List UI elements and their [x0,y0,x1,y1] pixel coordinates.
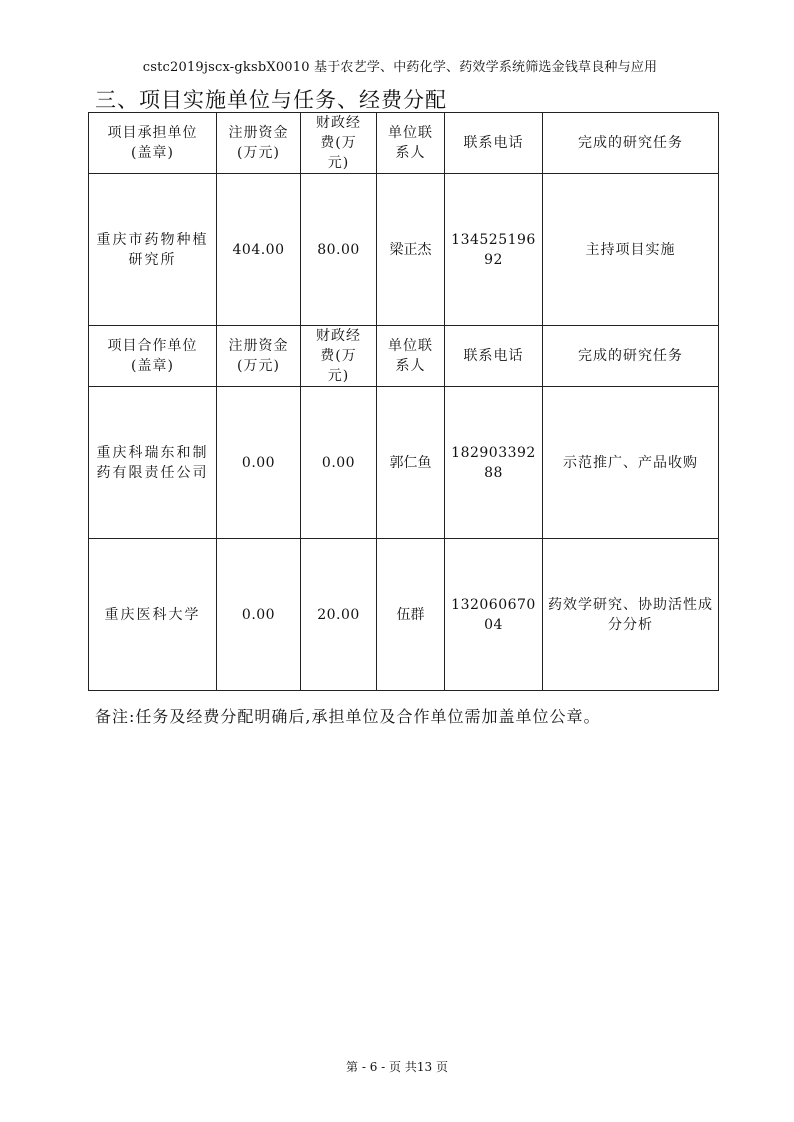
section-title: 三、项目实施单位与任务、经费分配 [95,88,447,112]
lead-contact: 梁正杰 [377,174,445,326]
header-contact: 单位联 系人 [377,113,445,174]
partner-phone: 18290339288 [445,387,543,539]
partner-funding: 0.00 [301,387,377,539]
header-funding: 财政经 费(万 元) [301,326,377,387]
partner-task: 药效学研究、协助活性成分分析 [543,539,719,691]
partner-unit-name: 重庆医科大学 [89,539,217,691]
header-capital: 注册资金 (万元) [217,113,301,174]
partner-task: 示范推广、产品收购 [543,387,719,539]
partner-funding: 20.00 [301,539,377,691]
partner-header-row [89,326,719,387]
header-capital: 注册资金 (万元) [217,326,301,387]
header-lead-unit: 项目承担单位 (盖章) [89,113,217,174]
partner-unit-name: 重庆科瑞东和制药有限责任公司 [89,387,217,539]
page-number: 第 - 6 - 页 共13 页 [346,1060,448,1074]
partner-phone: 13206067004 [445,539,543,691]
header-task: 完成的研究任务 [543,326,719,387]
header-contact: 单位联 系人 [377,326,445,387]
header-phone: 联系电话 [445,113,543,174]
document-header: cstc2019jscx-gksbX0010 基于农艺学、中药化学、药效学系统筛选金钱草良种与应用 [142,60,658,75]
lead-funding: 80.00 [301,174,377,326]
lead-unit-row [89,174,719,326]
header-task: 完成的研究任务 [543,113,719,174]
partner-row [89,539,719,691]
header-phone: 联系电话 [445,326,543,387]
header-partner-unit: 项目合作单位 (盖章) [89,326,217,387]
partner-row [89,387,719,539]
partner-capital: 0.00 [217,387,301,539]
lead-header-row [89,113,719,174]
lead-capital: 404.00 [217,174,301,326]
partner-contact: 伍群 [377,539,445,691]
lead-phone: 13452519692 [445,174,543,326]
partner-contact: 郭仁鱼 [377,387,445,539]
partner-capital: 0.00 [217,539,301,691]
allocation-table [88,112,719,691]
remark-note: 备注:任务及经费分配明确后,承担单位及合作单位需加盖单位公章。 [95,707,601,726]
header-funding: 财政经 费(万 元) [301,113,377,174]
lead-unit-name: 重庆市药物种植研究所 [89,174,217,326]
lead-task: 主持项目实施 [543,174,719,326]
